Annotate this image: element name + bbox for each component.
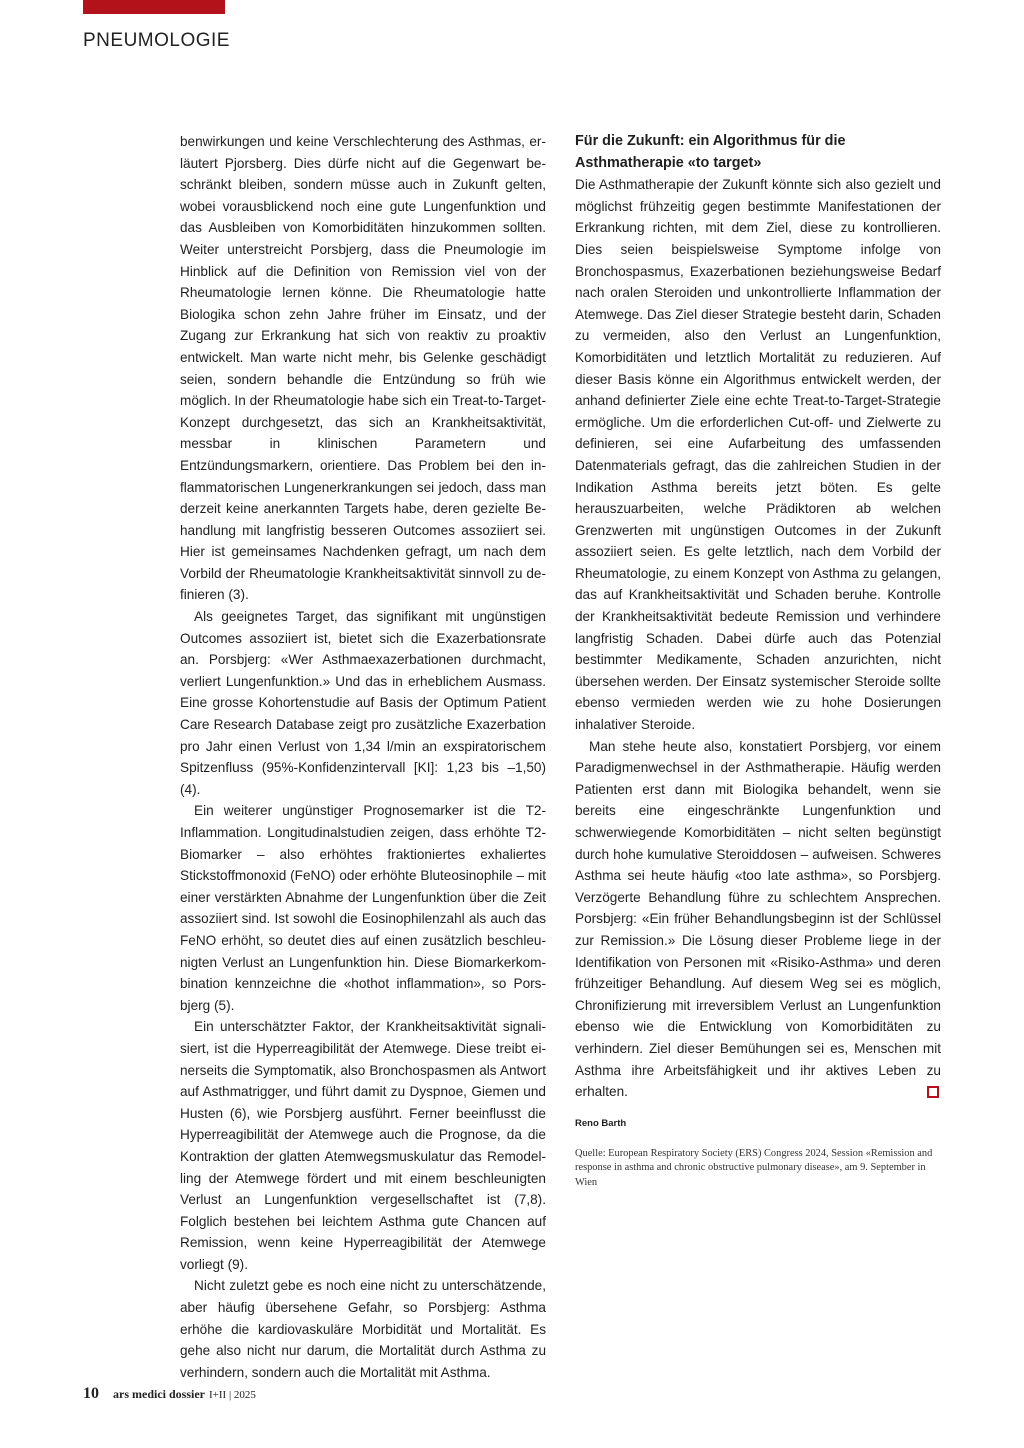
subheading: Für die Zukunft: ein Algorithmus für die Asthmatherapie «to target» <box>575 133 846 171</box>
author-name: Reno Barth <box>575 1117 627 1129</box>
paragraph-text: Man stehe heute also, konstatiert Porsbjerg, vor einem Paradigmenwechsel in der Asthmatherapie. Häufig werden Patienten erst dann mit Biologika behandelt, wenn sie bereits eine eingeschränkte Lungenfunktion und schwerwiegende Komorbiditäten – nicht selten begünstigt durch hohe kumulative Steroiddosen – aufweisen. Schweres Asthma sei heute häufig «too late asthma», so Porsbjerg. Verzögerte Behandlung führe zu schlechtem Ansprechen. Porsbjerg: «Ein früher Behandlungsbeginn ist der Schlüssel zur Remission.» Die Lösung dieser Probleme liege in der Identifikation von Personen mit «Risiko-Asthma» und deren frühzeitiger Behandlung. Auf diesem Weg sei es möglich, Chronifizierung mit irreversiblem Verlust an Lungenfunktion ebenso wie die Entwicklung von Komorbiditäten zu verhindern. Ziel dieser Bemühungen sei es, Menschen mit Asthma ihre Arbeitsfähigkeit und ihr aktives Leben zu erhalten. <box>575 738 941 1100</box>
article-column-right <box>575 131 941 1191</box>
paragraph: Nicht zuletzt gebe es noch eine nicht zu unterschätzende, aber häufig übersehene Gefahr, so Porsbjerg: Asthma erhöhe die kardiovaskuläre Morbidität und Mortalität. Es gehe also nicht nur darum, die Mortalität durch Asthma zu verhindern, sondern auch die Mortalität mit Asthma. <box>180 1278 546 1380</box>
source-note: Quelle: European Respiratory Society (ERS) Congress 2024, Session «Remission and response in asthma and chronic obstructive pulmonary disease», am 9. September in Wien <box>575 1147 933 1188</box>
paragraph: Die Asthmatherapie der Zukunft könnte sich also gezielt und möglichst frühzeitig gegen bestimmte Manifestationen der Erkrankung richten, mit dem Ziel, diese zu kontrollieren. Dies seien beispielsweise Symptome infolge von Bronchospasmus, Exazerbationen beziehungsweise Bedarf nach oralen Steroiden und unkontrollierte Inflammation der Atemwege. Das Ziel dieser Strategie besteht darin, Schaden zu vermeiden, also den Verlust an Lungenfunktion, Komorbiditäten und letztlich Mortalität zu reduzieren. Auf dieser Basis könne ein Algorithmus entwickelt werden, der anhand definierter Ziele eine echte Treat-to-Target-Strategie ermögliche. Um die erforderlichen Cut-off- und Zielwerte zu definieren, sei eine Aufarbeitung des umfassenden Datenmaterials gefragt, das die zahlreichen Studien in der Indikation Asthma bereits jetzt böten. Es gelte herauszuarbeiten, welche Prädiktoren ab welchen Grenzwerten mit ungünstigen Outcomes in der Zukunft assoziiert seien. Es gelte letztlich, nach dem Vorbild der Rheumatologie, zu einem Konzept von Asthma zu gelangen, das auf Krankheitsaktivität und Schaden beruhe. Kontrolle der Krankheitsaktivität bedeute Remission und verhindere langfristig Schaden. Dabei dürfe auch das Potenzial bestimmter Medikamente, Schaden anzurichten, nicht übersehen werden. Der Einsatz systemischer Steroide sollte ebenso vermieden werden wie zu hohe Dosierungen inhalativer Steroide. <box>575 177 941 733</box>
end-of-article-icon <box>927 1086 939 1098</box>
section-color-bar <box>83 0 225 14</box>
paragraph: Als geeignetes Target, das signifikant mit ungünstigen Outcomes assoziiert ist, bietet sich die Exazerbationsrate an. Porsbjerg: «Wer Asthmaexazerbationen durchmacht, verliert Lungenfunktion.» Und das in erheblichem Ausmass. Eine grosse Kohortenstudie auf Basis der Optimum Patient Care Research Database zeigt pro zusätzliche Exazerbation pro Jahr einen Verlust von 1,34 l/min an exspiratorischem Spitzenfluss (95%-Konfidenzintervall [KI]: 1,23 bis –1,50) (4). <box>180 609 546 797</box>
publication-name: ars medici dossier <box>113 1387 205 1401</box>
paragraph: Ein unterschätzter Faktor, der Krankheitsaktivität signalisiert, ist die Hyperreagibilität der Atemwege. Diese treibt einerseits die Symptomatik, also Bronchospasmen als Antwort auf Asthmatrigger, und führt damit zu Dyspnoe, Giemen und Husten (6), wie Porsbjerg ausführt. Ferner beeinflusst die Hyperreagibilität der Atemwege auch die Prognose, da die Kontraktion der glatten Atemwegsmuskulatur das Remodelling der Atemwege fördert und mit einem beschleunigten Verlust an Lungenfunktion vergesellschaftet ist (7,8). Folglich bestehen bei leichtem Asthma gute Chancen auf Remission, wenn keine Hyperreagibilität der Atemwege vorliegt (9). <box>180 1019 546 1272</box>
page-footer <box>83 1385 256 1403</box>
paragraph: benwirkungen und keine Verschlechterung des Asthmas, erläutert Pjorsberg. Dies dürfe nicht auf die Gegenwart beschränkt bleiben, sondern müsse auch in Zukunft gelten, wobei vorausblickend noch eine gute Lungenfunktion und das Ausbleiben von Komorbiditäten hinzukommen sollten. Weiter unterstreicht Porsbjerg, dass die Pneumologie im Hinblick auf die Definition von Remission viel von der Rheumatologie lernen könne. Die Rheumatologie hatte Biologika schon zehn Jahre früher im Einsatz, und der Zugang zur Erkrankung hat sich von reaktiv zu proaktiv entwickelt. Man warte nicht mehr, bis Gelenke geschädigt seien, sondern behandle die Entzündung so früh wie möglich. In der Rheumatologie habe sich ein Treat-to-Target-Konzept durchgesetzt, das sich an Krankheitsaktivität, messbar in klinischen Parametern und Entzündungsmarkern, orientiere. Das Problem bei den inflammatorischen Lungenerkrankungen sei jedoch, dass man derzeit keine anerkannten Targets habe, deren gezielte Behandlung mit langfristig besseren Outcomes assoziiert sei. Hier ist gemeinsames Nachdenken gefragt, um nach dem Vorbild der Rheumatologie Krankheitsaktivität sinnvoll zu definieren (3). <box>180 134 546 603</box>
paragraph-final <box>575 736 941 1103</box>
article-column-left <box>180 131 546 1383</box>
page-number: 10 <box>83 1385 99 1402</box>
section-title: PNEUMOLOGIE <box>83 30 230 51</box>
paragraph: Ein weiterer ungünstiger Prognosemarker ist die T2-Inflammation. Longitudinalstudien zeigen, dass erhöhte T2-Biomarker – also erhöhtes fraktioniertes exhaliertes Stickstoffmonoxid (FeNO) oder erhöhte Bluteosinophile – mit einer verstärkten Abnahme der Lungenfunktion über die Zeit assoziiert sind. Ist sowohl die Eosinophilenzahl als auch das FeNO erhöht, so deutet dies auf einen zusätzlich beschleunigten Verlust an Lungenfunktion hin. Diese Biomarkerkombination kennzeichne die «hothot inflammation», so Porsbjerg (5). <box>180 803 546 1013</box>
issue-info: I+II | 2025 <box>209 1389 256 1401</box>
